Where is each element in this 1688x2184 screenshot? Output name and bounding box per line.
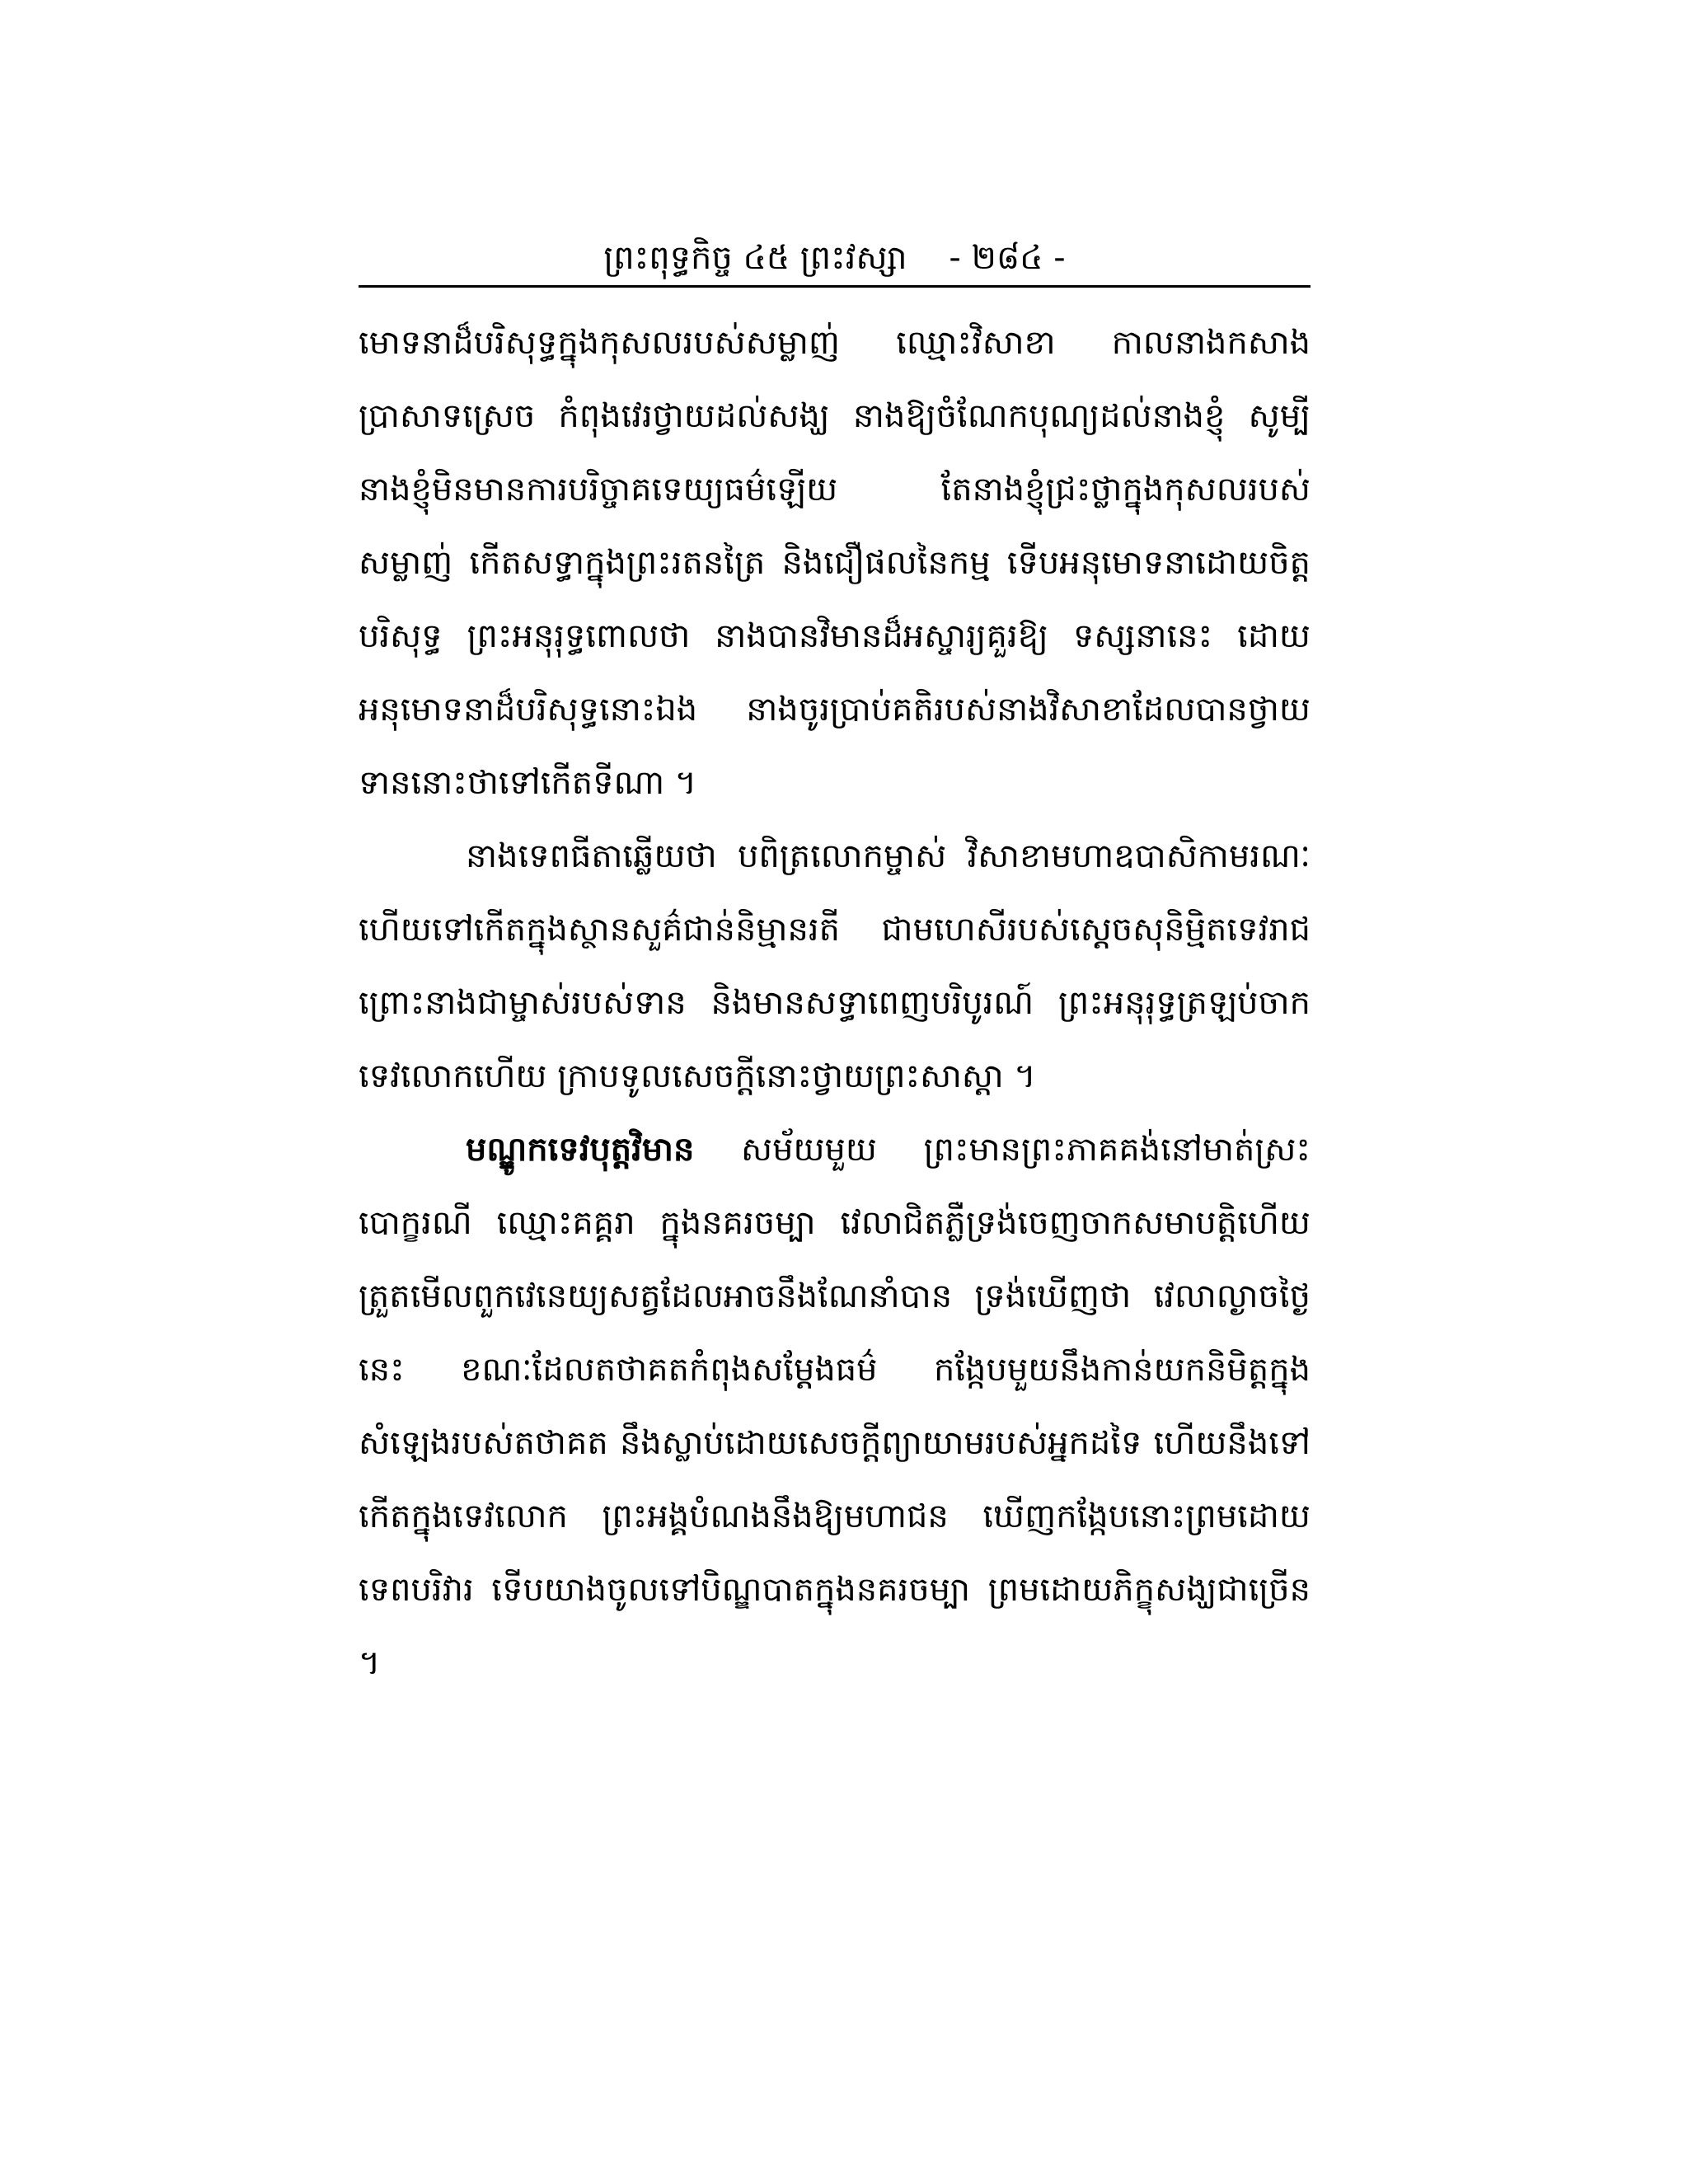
paragraph-3-text: សម័យមួយ ព្រះមានព្រះភាគគង់នៅមាត់ស្រះបោក្ខរណី ឈ្មោះគគ្គរា ក្នុងនគរចម្បា វេលាជិតភ្លឺទ្រង់ចេញចាកសមាបត្តិហើយ ត្រួតមើលពួកវេនេយ្យសត្វដែលអាចនឹងណែនាំបាន ទ្រង់ឃើញថា វេលាល្ងាចថ្ងៃនេះ ខណៈដែលតថាគតកំពុងសម្តែងធម៌ កង្កែបមួយនឹងកាន់យកនិមិត្តក្នុងសំឡេងរបស់តថាគត នឹងស្លាប់ដោយសេចក្តីព្យាយាមរបស់អ្នកដទៃ ហើយនឹងទៅកើតក្នុងទេវលោក ព្រះអង្គបំណងនឹងឱ្យមហាជន ឃើញកង្កែបនោះព្រមដោយទេពបរិវារ ទើបយាងចូលទៅបិណ្ឌបាតក្នុងនគរចម្បា ព្រមដោយភិក្ខុសង្ឃជាច្រើន ។ [359, 1131, 1311, 1682]
section-heading: មណ្ឌូកទេវបុត្តវិមាន [466, 1131, 695, 1169]
paragraph-3 [359, 1113, 1311, 1700]
paragraph-1: មោទនាដ៏បរិសុទ្ធក្នុងកុសលរបស់សម្លាញ់ ឈ្មោះវិសាខា កាលនាងកសាងប្រាសាទស្រេច កំពុងវេរថ្វាយដល់សង្ឃ នាងឱ្យចំណែកបុណ្យដល់នាងខ្ញុំ សូម្បីនាងខ្ញុំមិនមានការបរិច្ចាគទេយ្យធម៌ឡើយ តែនាងខ្ញុំជ្រះថ្លាក្នុងកុសលរបស់សម្លាញ់ កើតសទ្ធាក្នុងព្រះរតនត្រៃ និងជឿផលនៃកម្ម ទើបអនុមោទនាដោយចិត្តបរិសុទ្ធ ព្រះអនុរុទ្ធពោលថា នាងបានវិមានដ៏អស្ចារ្យគួរឱ្យ ទស្សនានេះ ដោយអនុមោទនាដ៏បរិសុទ្ធនោះឯង នាងចូរប្រាប់គតិរបស់នាងវិសាខាដែលបានថ្វាយទាននោះថាទៅកើតទីណា ។ [359, 324, 1311, 802]
header-title: ព្រះពុទ្ធកិច្ច ៤៥ ព្រះវស្សា [603, 239, 907, 277]
paragraph-2: នាងទេពធីតាឆ្លើយថា បពិត្រលោកម្ចាស់ វិសាខាមហាឧបាសិកាមរណៈហើយទៅកើតក្នុងស្ថានសួគ៌ជាន់និម្មានរតី ជាមហេសីរបស់ស្តេចសុនិម្មិតទេវរាជ ព្រោះនាងជាម្ចាស់របស់ទាន និងមានសទ្ធាពេញបរិបូរណ៍ ព្រះអនុរុទ្ធត្រឡប់ចាកទេវលោកហើយ ក្រាបទូលសេចក្តីនោះថ្វាយព្រះសាស្តា ។ [359, 837, 1311, 1095]
page-number: - ២៨៤ - [949, 239, 1066, 277]
running-header [359, 232, 1311, 284]
body-text [359, 307, 1311, 1700]
header-divider [359, 285, 1311, 288]
